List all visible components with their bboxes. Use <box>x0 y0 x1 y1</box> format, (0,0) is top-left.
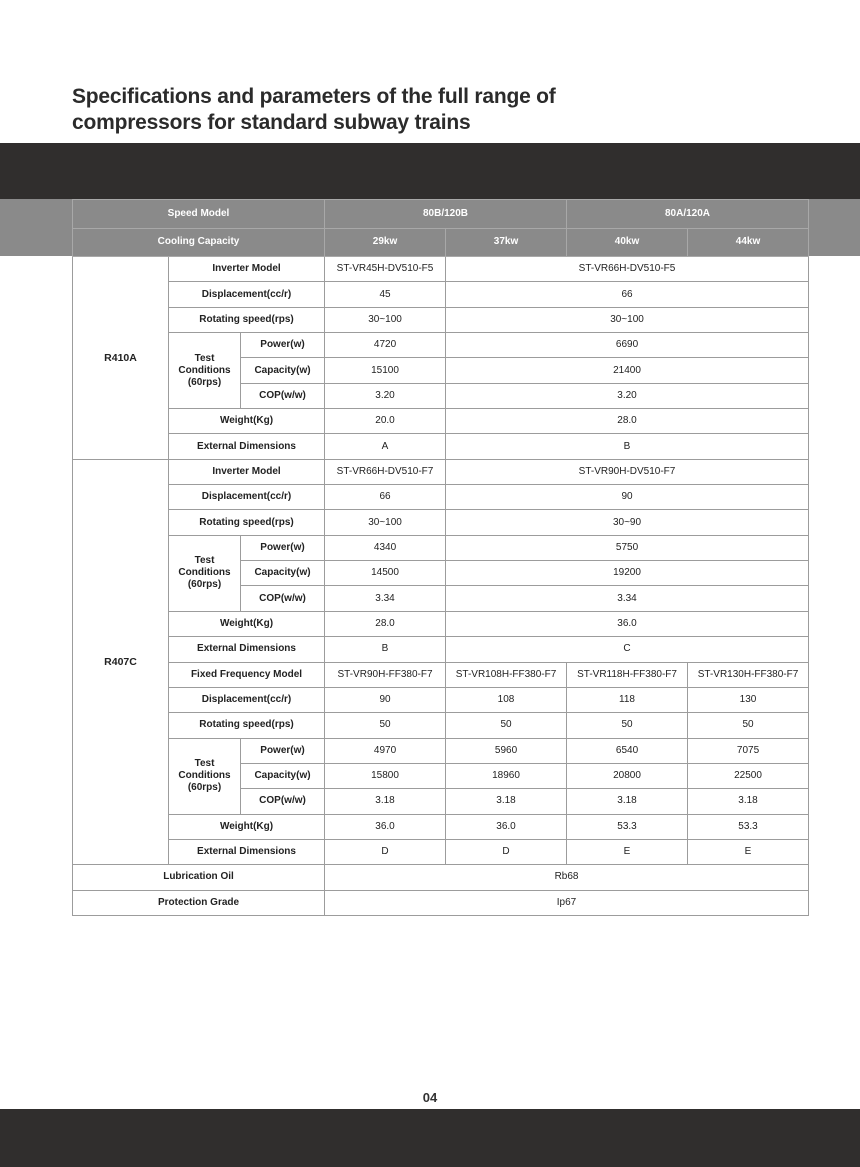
table-cell: 3.18 <box>446 789 567 814</box>
speed-model-80b: 80B/120B <box>325 200 567 229</box>
table-cell: 7075 <box>688 738 809 763</box>
row-label-power: Power(w) <box>241 535 325 560</box>
row-label-rotating-speed: Rotating speed(rps) <box>169 713 325 738</box>
table-cell: 50 <box>688 713 809 738</box>
row-label-power: Power(w) <box>241 333 325 358</box>
table-cell: 3.34 <box>325 586 446 611</box>
speed-model-label: Speed Model <box>73 200 325 229</box>
table-cell: 36.0 <box>446 814 567 839</box>
row-label-displacement: Displacement(cc/r) <box>169 485 325 510</box>
table-row <box>73 814 809 839</box>
table-cell: A <box>325 434 446 459</box>
table-cell: D <box>325 839 446 864</box>
table-cell: 4340 <box>325 535 446 560</box>
refrigerant-r410a: R410A <box>73 257 169 460</box>
header-row-speed-model <box>73 200 809 229</box>
table-cell: C <box>446 637 809 662</box>
row-label-test-conditions: Test Conditions (60rps) <box>169 535 241 611</box>
table-row <box>73 485 809 510</box>
table-cell: 4970 <box>325 738 446 763</box>
table-cell: 53.3 <box>567 814 688 839</box>
table-cell: 50 <box>325 713 446 738</box>
table-cell: 50 <box>567 713 688 738</box>
table-cell: ST-VR108H-FF380-F7 <box>446 662 567 687</box>
row-label-inverter-model: Inverter Model <box>169 459 325 484</box>
table-cell: 90 <box>325 687 446 712</box>
table-cell: 118 <box>567 687 688 712</box>
table-row <box>73 662 809 687</box>
table-cell: 130 <box>688 687 809 712</box>
table-cell: 3.18 <box>567 789 688 814</box>
table-cell: E <box>688 839 809 864</box>
row-label-capacity: Capacity(w) <box>241 763 325 788</box>
footer-band <box>0 1109 860 1167</box>
table-cell: 36.0 <box>325 814 446 839</box>
table-row <box>73 687 809 712</box>
table-row <box>73 890 809 915</box>
table-cell: 3.18 <box>325 789 446 814</box>
header-row-cooling-capacity <box>73 228 809 257</box>
table-cell: E <box>567 839 688 864</box>
row-label-cop: COP(w/w) <box>241 383 325 408</box>
table-cell: 22500 <box>688 763 809 788</box>
table-cell: 66 <box>446 282 809 307</box>
table-cell: 108 <box>446 687 567 712</box>
table-cell: ST-VR90H-DV510-F7 <box>446 459 809 484</box>
table-cell: 5960 <box>446 738 567 763</box>
lubrication-oil-value: Rb68 <box>325 865 809 890</box>
row-label-test-conditions: Test Conditions (60rps) <box>169 738 241 814</box>
row-label-displacement: Displacement(cc/r) <box>169 282 325 307</box>
table-cell: ST-VR130H-FF380-F7 <box>688 662 809 687</box>
capacity-40kw: 40kw <box>567 228 688 257</box>
cooling-capacity-label: Cooling Capacity <box>73 228 325 257</box>
specifications-table <box>72 199 809 916</box>
page-title <box>72 84 556 136</box>
row-label-external-dimensions: External Dimensions <box>169 637 325 662</box>
table-cell: 19200 <box>446 561 809 586</box>
table-row <box>73 637 809 662</box>
title-line-2: compressors for standard subway trains <box>72 111 471 134</box>
table-cell: 45 <box>325 282 446 307</box>
row-label-lubrication-oil: Lubrication Oil <box>73 865 325 890</box>
speed-model-80a: 80A/120A <box>567 200 809 229</box>
header-band <box>0 143 860 199</box>
table-cell: 3.34 <box>446 586 809 611</box>
row-label-test-conditions: Test Conditions (60rps) <box>169 333 241 409</box>
table-cell: 4720 <box>325 333 446 358</box>
table-cell: ST-VR66H-DV510-F7 <box>325 459 446 484</box>
table-row <box>73 282 809 307</box>
table-row <box>73 510 809 535</box>
row-label-weight: Weight(Kg) <box>169 611 325 636</box>
row-label-capacity: Capacity(w) <box>241 561 325 586</box>
table-row <box>73 839 809 864</box>
page-number: 04 <box>422 1090 438 1105</box>
table-cell: 30~100 <box>325 510 446 535</box>
row-label-inverter-model: Inverter Model <box>169 257 325 282</box>
row-label-displacement: Displacement(cc/r) <box>169 687 325 712</box>
table-cell: 14500 <box>325 561 446 586</box>
table-cell: 66 <box>325 485 446 510</box>
row-label-external-dimensions: External Dimensions <box>169 434 325 459</box>
table-cell: 21400 <box>446 358 809 383</box>
table-cell: B <box>446 434 809 459</box>
capacity-37kw: 37kw <box>446 228 567 257</box>
table-cell: 3.18 <box>688 789 809 814</box>
table-cell: 30~90 <box>446 510 809 535</box>
table-row <box>73 738 809 763</box>
row-label-weight: Weight(Kg) <box>169 814 325 839</box>
capacity-44kw: 44kw <box>688 228 809 257</box>
table-row <box>73 257 809 282</box>
table-cell: 53.3 <box>688 814 809 839</box>
row-label-weight: Weight(Kg) <box>169 409 325 434</box>
table-cell: 5750 <box>446 535 809 560</box>
table-cell: D <box>446 839 567 864</box>
refrigerant-r407c: R407C <box>73 459 169 865</box>
capacity-29kw: 29kw <box>325 228 446 257</box>
table-cell: 18960 <box>446 763 567 788</box>
table-row <box>73 611 809 636</box>
table-cell: 30~100 <box>325 307 446 332</box>
table-cell: 6540 <box>567 738 688 763</box>
table-cell: B <box>325 637 446 662</box>
row-label-rotating-speed: Rotating speed(rps) <box>169 510 325 535</box>
row-label-capacity: Capacity(w) <box>241 358 325 383</box>
table-row <box>73 459 809 484</box>
table-cell: 20800 <box>567 763 688 788</box>
table-row <box>73 865 809 890</box>
row-label-power: Power(w) <box>241 738 325 763</box>
row-label-protection-grade: Protection Grade <box>73 890 325 915</box>
table-row <box>73 535 809 560</box>
row-label-cop: COP(w/w) <box>241 789 325 814</box>
table-row <box>73 434 809 459</box>
table-cell: 20.0 <box>325 409 446 434</box>
row-label-external-dimensions: External Dimensions <box>169 839 325 864</box>
table-cell: 50 <box>446 713 567 738</box>
row-label-rotating-speed: Rotating speed(rps) <box>169 307 325 332</box>
table-cell: 3.20 <box>446 383 809 408</box>
row-label-fixed-frequency-model: Fixed Frequency Model <box>169 662 325 687</box>
table-cell: ST-VR66H-DV510-F5 <box>446 257 809 282</box>
table-cell: 90 <box>446 485 809 510</box>
table-row <box>73 713 809 738</box>
table-cell: 28.0 <box>325 611 446 636</box>
table-cell: ST-VR45H-DV510-F5 <box>325 257 446 282</box>
table-cell: 30~100 <box>446 307 809 332</box>
title-line-1: Specifications and parameters of the full range of <box>72 85 556 108</box>
table-cell: ST-VR90H-FF380-F7 <box>325 662 446 687</box>
table-row <box>73 409 809 434</box>
table-row <box>73 333 809 358</box>
row-label-cop: COP(w/w) <box>241 586 325 611</box>
table-cell: ST-VR118H-FF380-F7 <box>567 662 688 687</box>
table-cell: 28.0 <box>446 409 809 434</box>
table-cell: 36.0 <box>446 611 809 636</box>
table-cell: 15800 <box>325 763 446 788</box>
protection-grade-value: Ip67 <box>325 890 809 915</box>
table-cell: 15100 <box>325 358 446 383</box>
table-row <box>73 307 809 332</box>
table-cell: 3.20 <box>325 383 446 408</box>
table-cell: 6690 <box>446 333 809 358</box>
